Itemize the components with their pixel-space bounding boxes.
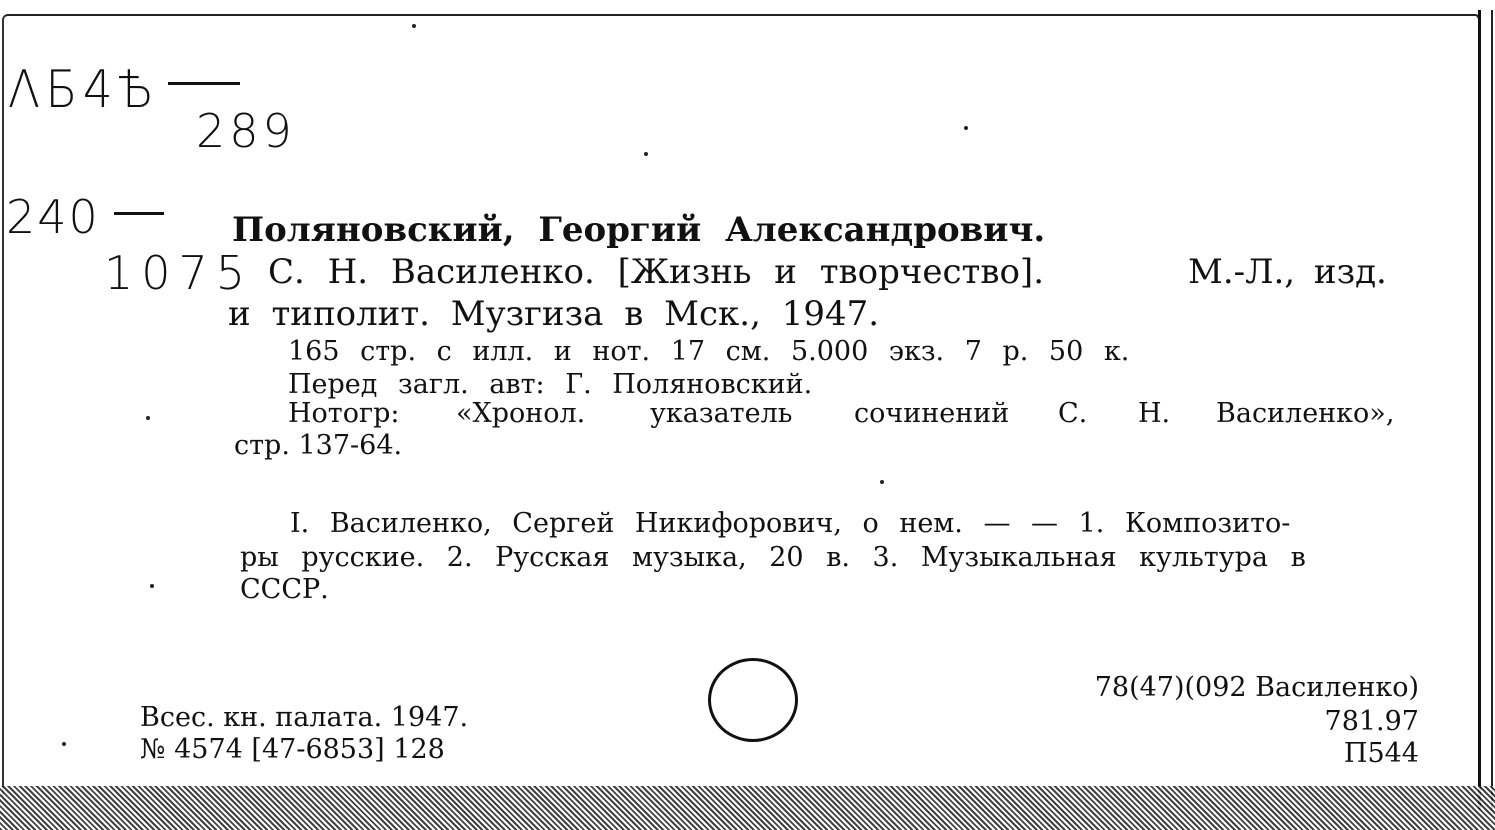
- punch-hole: [708, 658, 798, 742]
- index-note-word: указатель: [650, 398, 793, 429]
- title-line: С. Н. Василенко. [Жизнь и творчество].: [268, 252, 1045, 292]
- speck: [644, 152, 648, 156]
- speck: [62, 742, 66, 746]
- subject-line: СССР.: [240, 574, 329, 605]
- classification-number: 781.97: [1324, 706, 1419, 737]
- card-edge: [1478, 10, 1493, 810]
- card-bottom-edge: [0, 786, 1495, 830]
- index-note-word: Нотогр:: [288, 398, 400, 429]
- card-number: № 4574 [47-6853] 128: [140, 734, 445, 765]
- publication-place: М.-Л., изд.: [1188, 252, 1387, 292]
- book-chamber-imprint: Всес. кн. палата. 1947.: [140, 702, 469, 733]
- udc-index: 78(47)(092 Василенко): [1094, 672, 1419, 703]
- handwritten-dash: [114, 212, 164, 215]
- index-note-word: «Хронол.: [456, 398, 586, 429]
- index-note-word: Н.: [1138, 398, 1171, 429]
- speck: [412, 24, 416, 28]
- author-note: Перед загл. авт: Г. Поляновский.: [288, 369, 813, 400]
- index-note-word: сочинений: [854, 398, 1010, 429]
- handwritten-code-side: 240: [6, 190, 100, 244]
- physical-description: 165 стр. с илл. и нот. 17 см. 5.000 экз. 7 р. 50 к.: [288, 336, 1130, 367]
- speck: [150, 584, 154, 588]
- handwritten-code-top-2: 289: [196, 104, 296, 158]
- handwritten-code-side-2: 1075: [104, 246, 254, 300]
- index-note: [288, 398, 1418, 430]
- handwritten-dash: [168, 82, 240, 85]
- index-note-word: Василенко»,: [1216, 398, 1395, 429]
- speck: [146, 416, 150, 420]
- subject-line: ры русские. 2. Русская музыка, 20 в. 3. Музыкальная культура в: [240, 542, 1306, 573]
- author-heading: Поляновский, Георгий Александрович.: [232, 210, 1046, 250]
- subject-line: I. Василенко, Сергей Никифорович, о нем. — — 1. Композито-: [290, 508, 1291, 539]
- publisher-line: и типолит. Музгиза в Мск., 1947.: [228, 294, 880, 334]
- speck: [964, 126, 968, 130]
- index-note-word: С.: [1058, 398, 1088, 429]
- speck: [880, 480, 884, 484]
- index-note-pages: стр. 137-64.: [234, 430, 403, 461]
- author-mark: П544: [1343, 738, 1419, 769]
- handwritten-code-top: ΛБ4Ѣ: [8, 60, 160, 120]
